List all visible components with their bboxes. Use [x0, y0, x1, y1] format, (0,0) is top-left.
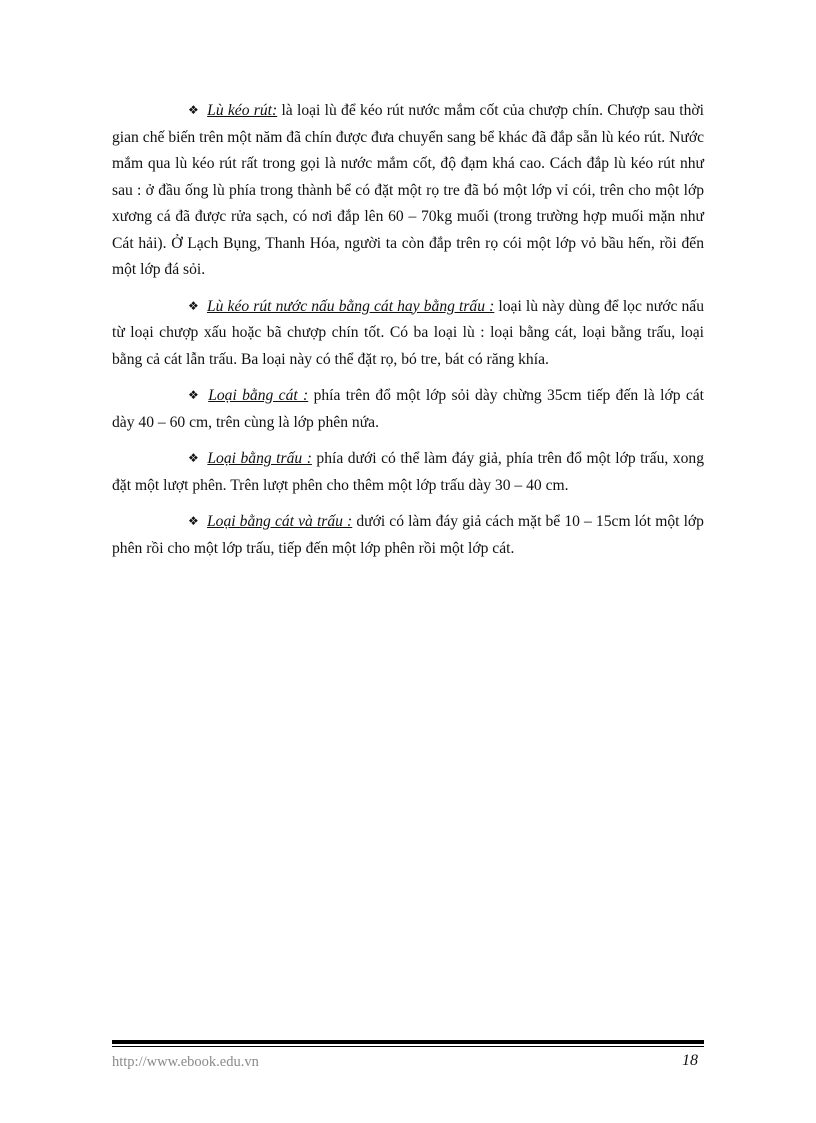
paragraph-text: dưới có làm đáy giả cách mặt bể 10 – 15cm lót một lớp phên rồi cho một lớp trấu, tiếp đến một lớp phên rồi một lớp cát.: [112, 513, 704, 557]
paragraph-lu-keo-rut: [112, 98, 704, 284]
diamond-bullet-icon: ❖: [188, 298, 199, 313]
document-body: [112, 98, 704, 572]
paragraph-loai-bang-cat: [112, 383, 704, 436]
paragraph-text: phía dưới có thể làm đáy giả, phía trên đổ một lớp trấu, xong đặt một lượt phên. Trên lượt phên cho thêm một lớp trấu dày 30 – 40 cm.: [112, 450, 704, 494]
paragraph-text: là loại lù để kéo rút nước mắm cốt của chượp chín. Chượp sau thời gian chế biến trên một năm đã chín được đưa chuyển sang bể khác đã đắp sẵn lù kéo rút. Nước mắm qua lù kéo rút rất trong gọi là nước mắm cốt, độ đạm khá cao. Cách đắp lù kéo rút như sau : ở đầu ống lù phía trong thành bể có đặt một rọ tre đã bó một lớp vỉ cói, trên cho một lớp xương cá đã được rửa sạch, có nơi đắp lên 60 – 70kg muối (trong trường hợp muối mặn như Cát hải). Ở Lạch Bụng, Thanh Hóa, người ta còn đắp trên rọ cói một lớp vỏ bầu hến, rồi đến một lớp đá sỏi.: [112, 102, 705, 278]
diamond-bullet-icon: ❖: [188, 514, 199, 528]
footer-divider-thin: [112, 1046, 704, 1047]
diamond-bullet-icon: ❖: [188, 451, 200, 465]
diamond-bullet-icon: ❖: [188, 388, 201, 402]
term-heading: Loại bằng trấu :: [207, 450, 312, 467]
term-heading: Lù kéo rút:: [207, 102, 278, 119]
paragraph-lu-keo-rut-nuoc-nau: [112, 294, 704, 374]
term-heading: Loại bằng cát :: [208, 387, 309, 404]
paragraph-loai-bang-cat-va-trau: [112, 509, 704, 562]
term-heading: Lù kéo rút nước nấu bằng cát hay bằng trấu :: [206, 297, 495, 315]
paragraph-text: phía trên đổ một lớp sỏi dày chừng 35cm tiếp đến là lớp cát dày 40 – 60 cm, trên cùng là lớp phên nứa.: [112, 387, 704, 431]
paragraph-loai-bang-trau: [112, 446, 704, 499]
footer-url: http://www.ebook.edu.vn: [112, 1054, 259, 1070]
paragraph-text: loại lù này dùng để lọc nước nấu từ loại chượp xấu hoặc bã chượp chín tốt. Có ba loại lù : loại bằng cát, loại bằng trấu, loại bằng cả cát lẫn trấu. Ba loại này có thể đặt rọ, bó tre, bát có răng khía.: [112, 297, 705, 368]
footer-divider-thick: [112, 1040, 704, 1044]
page-number: 18: [682, 1052, 698, 1069]
diamond-bullet-icon: ❖: [188, 103, 200, 117]
term-heading: Loại bằng cát và trấu :: [206, 513, 353, 530]
